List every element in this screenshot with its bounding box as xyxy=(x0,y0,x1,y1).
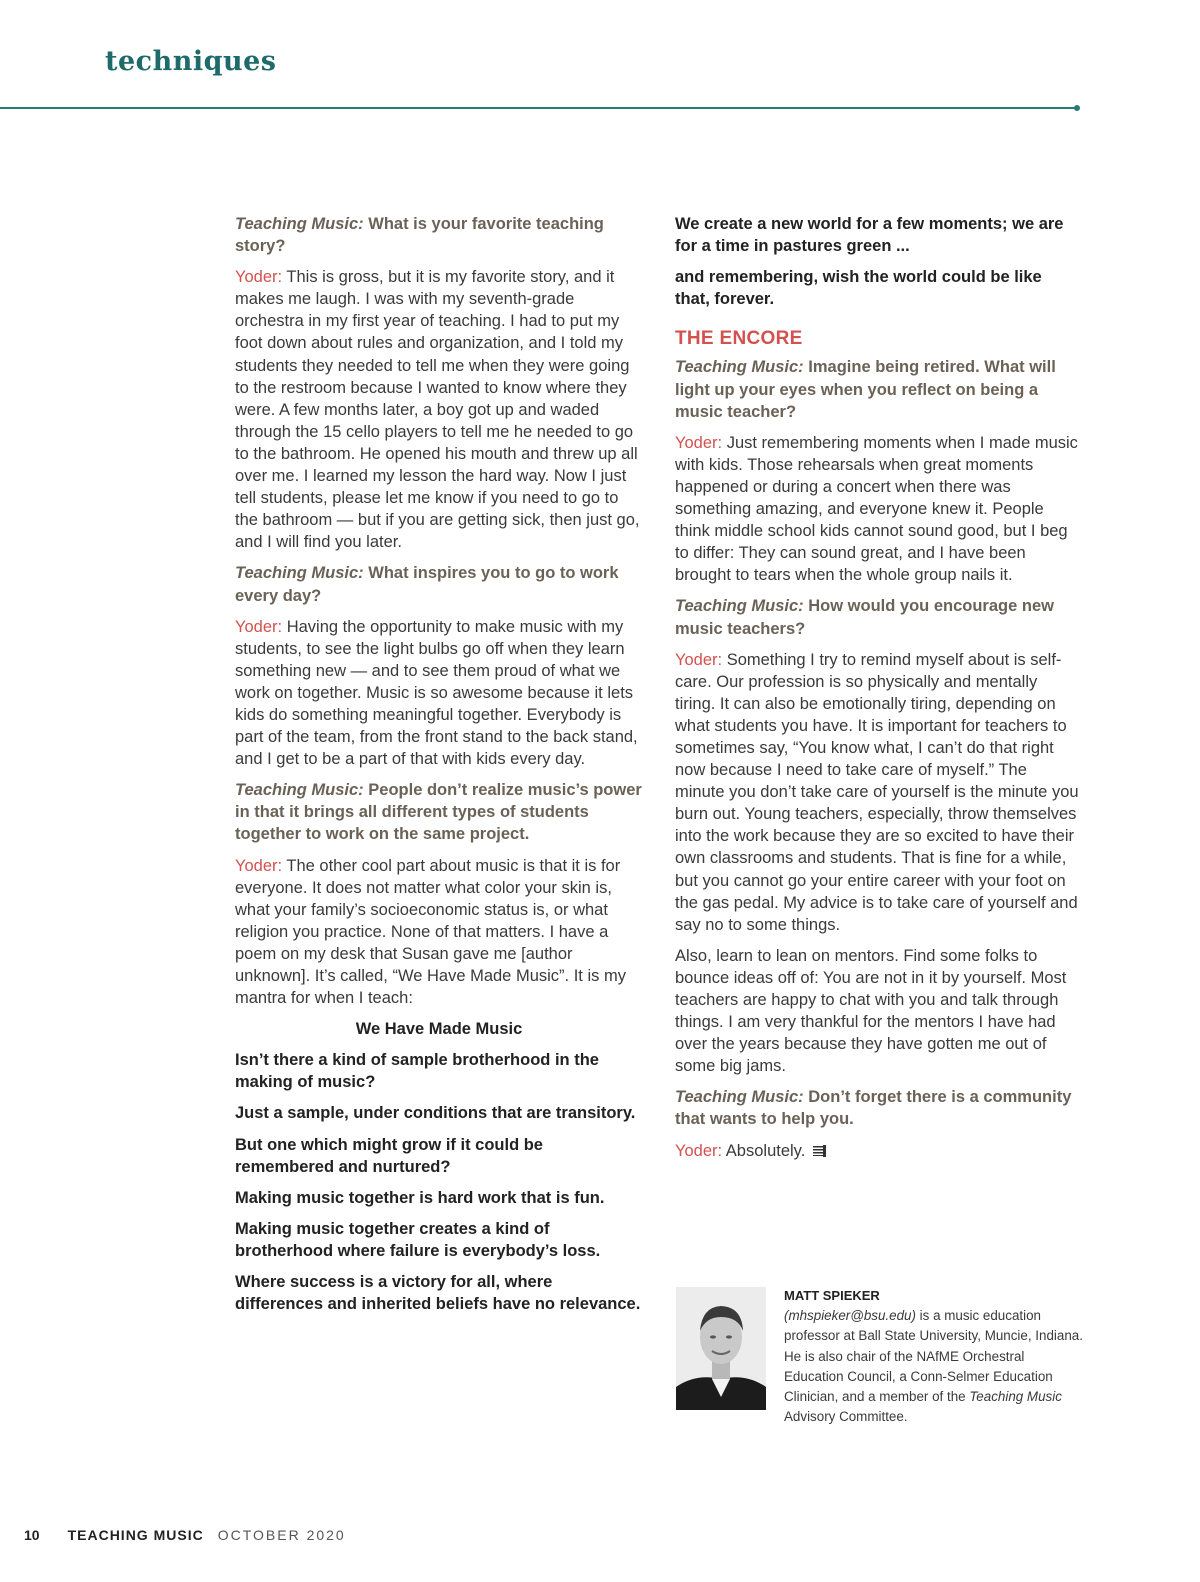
answer: Yoder: Absolutely. xyxy=(675,1140,1080,1162)
author-photo xyxy=(676,1287,766,1410)
rule-end-dot xyxy=(1074,105,1080,111)
answer: Yoder: The other cool part about music is that it is for everyone. It does not matter what color your skin is, what your family’s socioeconomic status is, or what religion you practice. None of that matters. I have a poem on my desk that Susan gave me [author unknown]. It’s called, “We Have Made Music”. It is my mantra for when I teach: xyxy=(235,856,626,1008)
answer: Yoder: Something I try to remind myself about is self-care. Our profession is so physically and mentally tiring. It can also be emotionally tiring, depending on what students you have. It is important for teachers to sometimes say, “You know what, I can’t do that right now because I need to take care of myself.” The minute you don’t take care of yourself is the minute you burn out. Young teachers, especially, throw themselves into the work because they are so excited to have their own classrooms and students. That is fine for a while, but you cannot go your entire career with your foot on the gas pedal. My advice is to take care of yourself and say no to some things. xyxy=(675,650,1079,934)
poem-stanza: Where success is a victory for all, where differences and inherited beliefs have no relevance. xyxy=(235,1273,641,1314)
encore-heading: THE ENCORE xyxy=(675,328,803,350)
issue-date: OCTOBER 2020 xyxy=(217,1527,346,1543)
poem-title: We Have Made Music xyxy=(355,1020,523,1039)
question: Teaching Music: Don’t forget there is a community that wants to help you. xyxy=(675,1088,1072,1129)
poem-stanza: Making music together creates a kind of brotherhood where failure is everybody’s loss. xyxy=(235,1219,601,1260)
answer: Yoder: Just remembering moments when I made music with kids. Those rehearsals when great moments happened or during a concert when there was something amazing, and everyone knew it. People think middle school kids cannot sound good, but I beg to differ: They can sound great, and I have been brought to tears when the whole group nails it. xyxy=(675,433,1078,585)
question: Teaching Music: People don’t realize music’s power in that it brings all different types of students together to work on the same project. xyxy=(235,781,642,844)
question: Teaching Music: Imagine being retired. What will light up your eyes when you reflect on being a music teacher? xyxy=(675,358,1056,421)
page-footer xyxy=(24,1527,346,1543)
left-column xyxy=(235,213,643,1324)
right-column xyxy=(675,213,1080,1171)
page-number: 10 xyxy=(24,1527,40,1543)
poem-stanza: Making music together is hard work that is fun. xyxy=(235,1188,605,1207)
answer: Yoder: This is gross, but it is my favorite story, and it makes me laugh. I was with my seventh-grade orchestra in my first year of teaching. I had to put my foot down about rules and organization, and I told my students they needed to tell me when they were going to the restroom because I wanted to know where they were. A few months later, a boy got up and waded through the 15 cello players to tell me he needed to go to the bathroom. He opened his mouth and threw up all over me. I learned my lesson the hard way. Now I just tell students, please let me know if you need to go to the bathroom — but if you are getting sick, then just go, and I will find you later. xyxy=(235,268,640,552)
publication-name: TEACHING MUSIC xyxy=(67,1527,204,1543)
question: Teaching Music: What inspires you to go to work every day? xyxy=(235,564,619,605)
author-portrait-image xyxy=(676,1287,766,1410)
answer-continued: Also, learn to lean on mentors. Find some folks to bounce ideas off of: You are not in it by yourself. Most teachers are happy to chat with you and talk through things. I am very thankful for the mentors I have had over the years because they have gotten me out of some big jams. xyxy=(675,946,1067,1076)
author-email: (mhspieker@bsu.edu) xyxy=(784,1308,916,1324)
section-label: techniques xyxy=(105,46,277,77)
end-mark-icon xyxy=(813,1145,827,1157)
answer: Yoder: Having the opportunity to make music with my students, to see the light bulbs go off when they learn something new — and to see them proud of what we work on together. Music is so awesome because it lets kids do something meaningful together. Everybody is part of the team, from the front stand to the back stand, and I get to be a part of that with kids every day. xyxy=(235,617,638,769)
question: Teaching Music: How would you encourage new music teachers? xyxy=(675,597,1054,638)
poem-stanza: We create a new world for a few moments; we are for a time in pastures green ... xyxy=(675,215,1064,256)
poem-stanza: Isn’t there a kind of sample brotherhood in the making of music? xyxy=(235,1051,599,1092)
question: Teaching Music: What is your favorite teaching story? xyxy=(235,215,604,256)
poem-stanza: Just a sample, under conditions that are transitory. xyxy=(235,1104,636,1123)
bio-text: (mhspieker@bsu.edu) is a music education professor at Ball State University, Muncie, Indiana. He is also chair of the NAfME Orchestral Education Council, a Conn-Selmer Education Clinician, and a member of the Teaching Music Advisory Committee. xyxy=(784,1308,1083,1425)
author-name: MATT SPIEKER xyxy=(784,1288,880,1303)
header-rule xyxy=(0,107,1078,109)
poem-stanza: But one which might grow if it could be remembered and nurtured? xyxy=(235,1135,543,1176)
author-bio xyxy=(784,1286,1084,1427)
poem-stanza: and remembering, wish the world could be like that, forever. xyxy=(675,268,1042,309)
